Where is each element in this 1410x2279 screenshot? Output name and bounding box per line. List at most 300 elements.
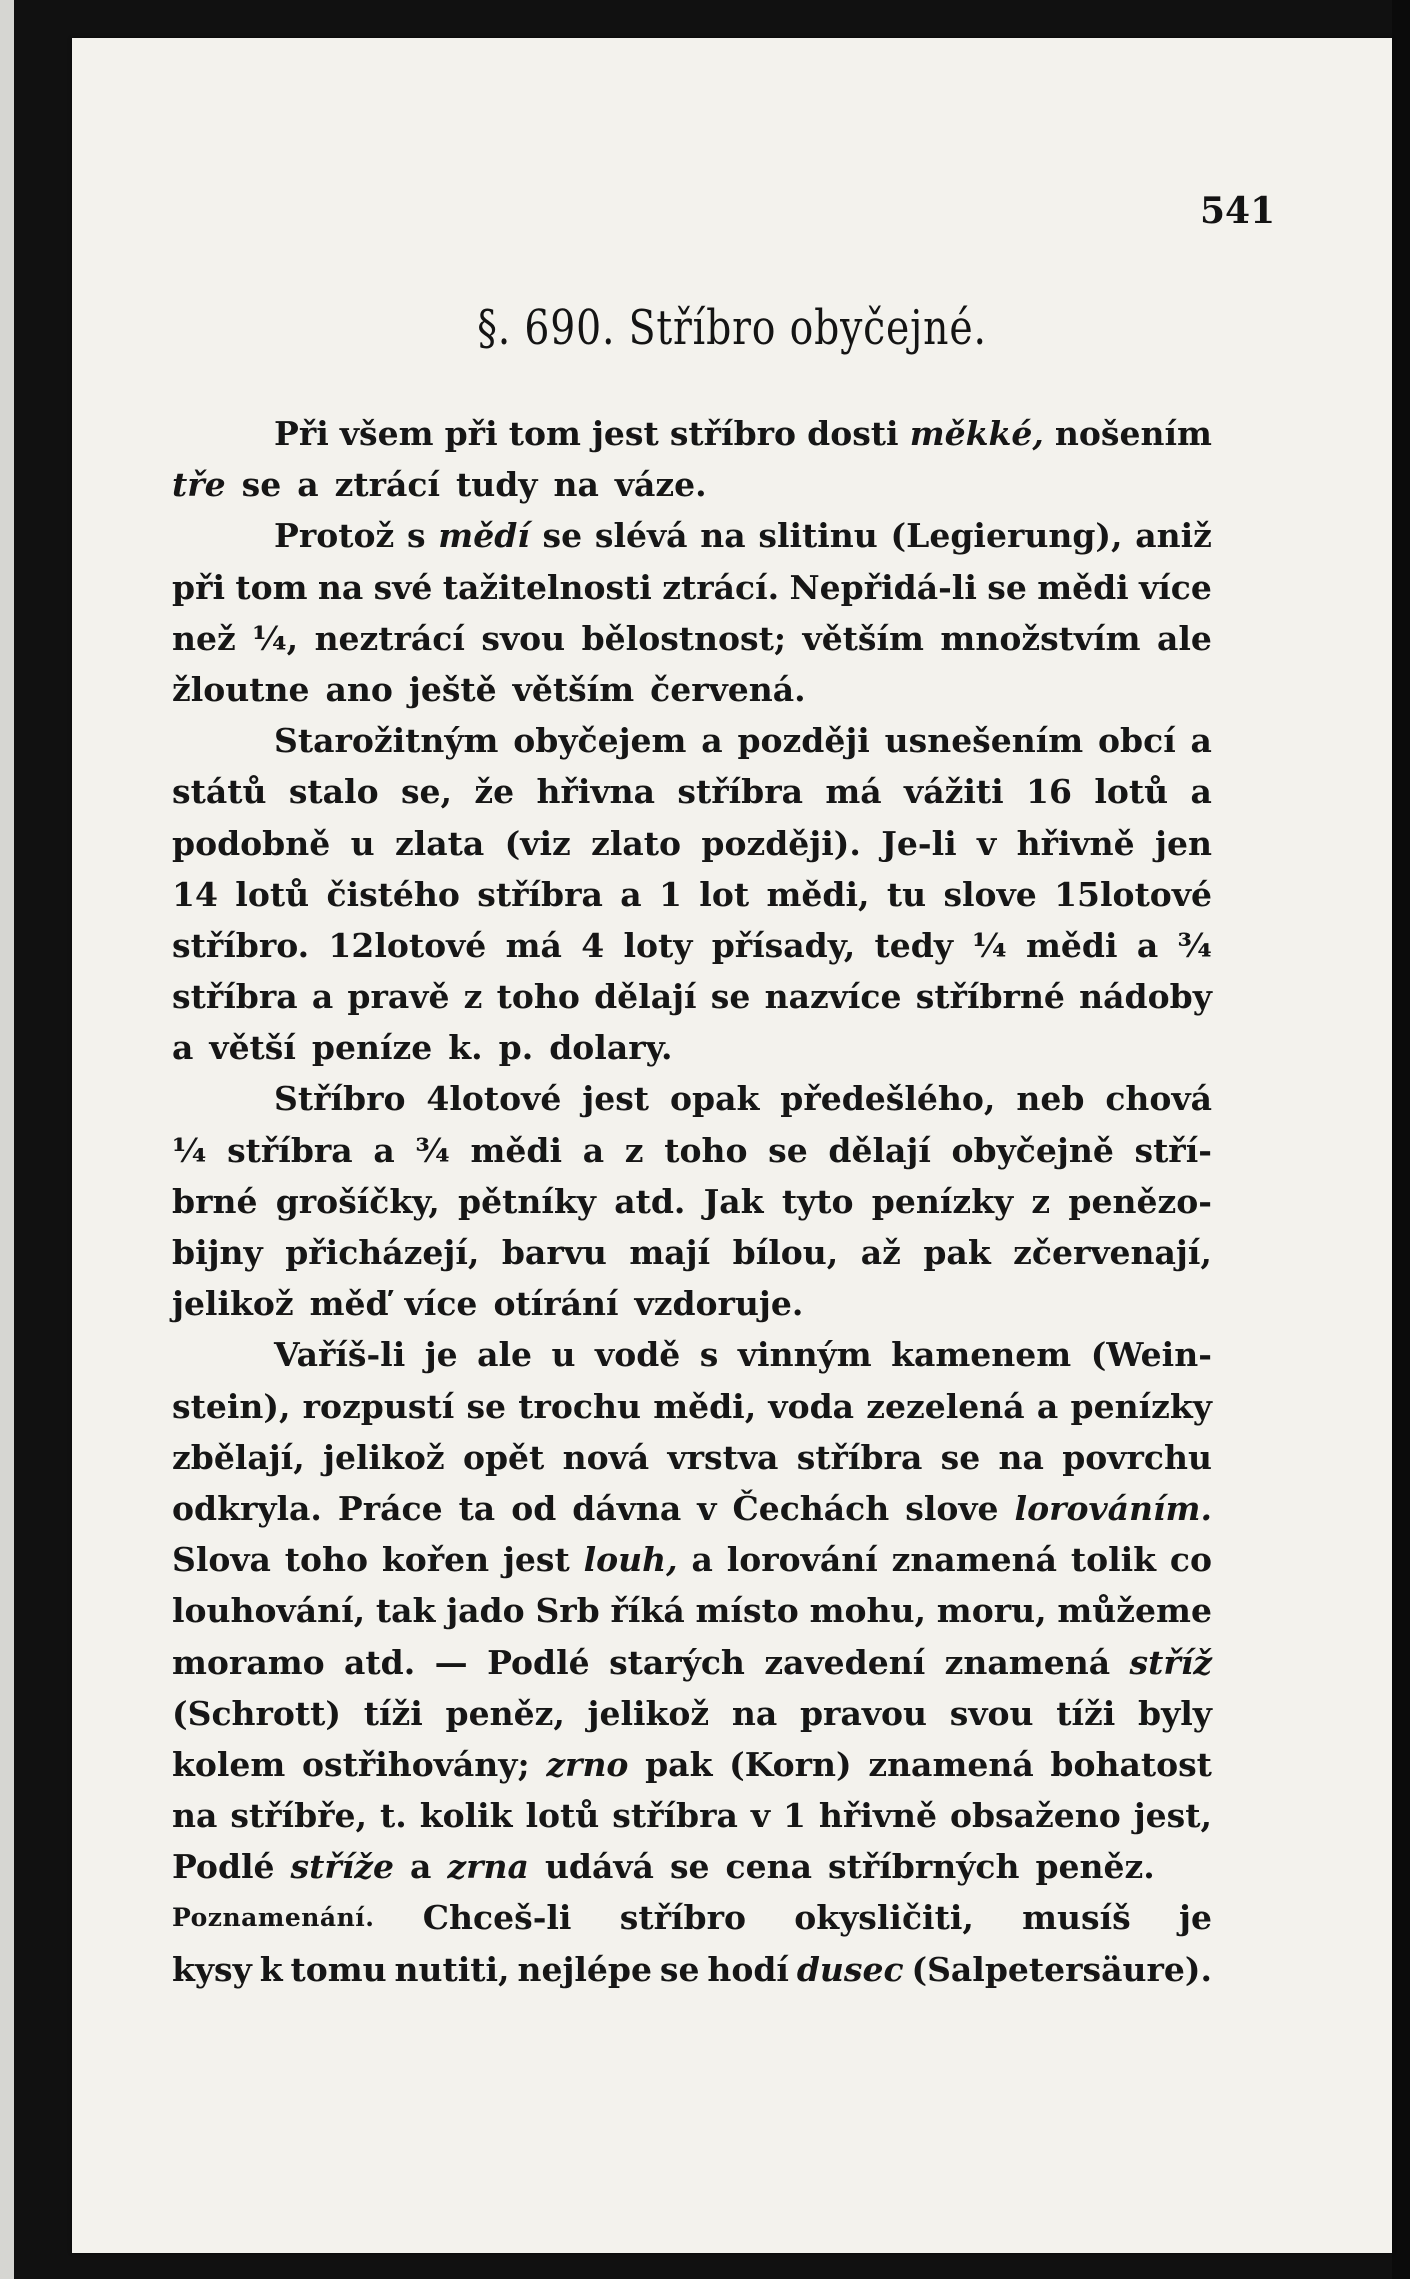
word: se xyxy=(987,567,1027,607)
word: lorováním. xyxy=(1014,1488,1212,1528)
word: a xyxy=(691,1540,713,1580)
text-line xyxy=(172,920,1212,971)
word: (viz xyxy=(504,823,571,863)
text-line xyxy=(172,459,1212,510)
word: (Wein- xyxy=(1090,1335,1212,1375)
word: stein), xyxy=(172,1386,291,1426)
word: tyto xyxy=(781,1181,854,1221)
text-line xyxy=(172,869,1212,920)
word: a xyxy=(1036,1386,1059,1426)
word: se xyxy=(669,1847,710,1887)
word: Slova xyxy=(172,1540,271,1580)
word: Starožitným xyxy=(274,721,499,761)
text-line xyxy=(172,1637,1212,1688)
word: moramo xyxy=(172,1642,325,1682)
word: od xyxy=(511,1488,557,1528)
word: tudy xyxy=(455,465,538,505)
body-text xyxy=(172,408,1212,1995)
word: z xyxy=(463,977,483,1017)
word: tedy xyxy=(874,925,954,965)
word: penízky xyxy=(1070,1386,1212,1426)
word: Protož xyxy=(274,516,395,556)
text-line xyxy=(172,1073,1212,1124)
book-page xyxy=(72,38,1392,2253)
word: zavedení xyxy=(764,1642,926,1682)
word: ¼ xyxy=(172,1130,207,1170)
word: odkryla. xyxy=(172,1488,322,1528)
text-line xyxy=(172,1381,1212,1432)
word: se xyxy=(542,516,583,556)
word: povrchu xyxy=(1062,1437,1212,1477)
word: u xyxy=(350,823,375,863)
word: starých xyxy=(609,1642,745,1682)
word: mědi xyxy=(470,1130,563,1170)
word: stří- xyxy=(1134,1130,1212,1170)
word: pak xyxy=(923,1233,991,1272)
word: stříbra xyxy=(477,874,603,914)
word: ¾ xyxy=(1177,925,1212,965)
word: lotů xyxy=(1094,772,1169,812)
word: slévá xyxy=(594,516,688,556)
word: se xyxy=(241,465,282,505)
word: aniž xyxy=(1135,516,1212,556)
word: nutiti, xyxy=(394,1949,510,1989)
word: pětníky xyxy=(458,1181,596,1221)
word: na xyxy=(998,1437,1044,1477)
word: 1 xyxy=(658,874,682,914)
word: zlato xyxy=(591,823,682,863)
word: mohu, xyxy=(809,1591,926,1631)
word: že xyxy=(474,772,515,812)
word: množstvím xyxy=(940,618,1141,658)
word: stříbra xyxy=(677,772,803,812)
word: zbělají, xyxy=(172,1437,305,1477)
word: lorování xyxy=(726,1540,878,1580)
word: peněz, xyxy=(445,1693,565,1733)
word: více xyxy=(404,1284,478,1324)
word: přicházejí, xyxy=(285,1233,480,1272)
word: se xyxy=(466,1386,507,1426)
word: podobně xyxy=(172,823,331,863)
word: peníze xyxy=(311,1028,433,1068)
word: toho xyxy=(496,977,580,1017)
word: ¾ xyxy=(415,1130,450,1170)
word: váze. xyxy=(614,465,707,505)
word: se xyxy=(659,1949,700,1989)
word: se xyxy=(710,977,751,1017)
scan-right-edge xyxy=(1392,0,1410,2279)
word: nazvíce xyxy=(764,977,902,1017)
word: ostřihovány; xyxy=(301,1744,530,1784)
word: na xyxy=(553,465,599,505)
text-line xyxy=(172,1432,1212,1483)
word: (Schrott) xyxy=(172,1693,342,1733)
word: než xyxy=(172,618,236,658)
word: a xyxy=(172,1028,194,1068)
word: na xyxy=(700,516,746,556)
text-line xyxy=(172,1534,1212,1585)
word: později xyxy=(737,721,870,761)
word: dolary. xyxy=(549,1028,673,1068)
text-line xyxy=(172,818,1212,869)
word: Při xyxy=(274,414,329,453)
text-line xyxy=(172,1278,1212,1329)
word: slitinu xyxy=(758,516,878,556)
word: s xyxy=(699,1335,719,1375)
word: grošíčky, xyxy=(275,1181,440,1221)
word: a xyxy=(297,465,319,505)
word: ale xyxy=(1157,618,1212,658)
word: (Korn) xyxy=(729,1744,852,1784)
word: Srb xyxy=(535,1591,600,1631)
word: později). xyxy=(701,823,861,863)
word: louhování, xyxy=(172,1591,366,1631)
word: bílou, xyxy=(732,1233,839,1272)
word: loty xyxy=(623,925,693,965)
word: dělají xyxy=(828,1130,931,1170)
word: zrno xyxy=(546,1744,629,1784)
word: opak xyxy=(669,1079,760,1119)
word: a xyxy=(1190,721,1212,761)
word: vrstva xyxy=(667,1437,779,1477)
word: neztrácí xyxy=(314,618,465,658)
word: kamenem xyxy=(891,1335,1072,1375)
word: penězo- xyxy=(1068,1181,1212,1221)
text-line xyxy=(172,1329,1212,1380)
word: zčervenají, xyxy=(1013,1233,1212,1272)
word: své xyxy=(373,567,433,607)
text-line xyxy=(172,1688,1212,1739)
word: jen xyxy=(1155,823,1212,863)
word: obyčejem xyxy=(513,721,687,761)
word: okysličiti, xyxy=(794,1898,974,1938)
word: peněz. xyxy=(1035,1847,1155,1887)
text-line xyxy=(172,510,1212,561)
word: 15lotové xyxy=(1054,874,1212,914)
section-title: §. 690. Stříbro obyčejné. xyxy=(477,300,987,356)
text-line xyxy=(172,1892,1212,1943)
word: v xyxy=(697,1488,717,1528)
word: obyčejně xyxy=(951,1130,1114,1170)
word: hřivna xyxy=(536,772,656,812)
word: Chceš-li xyxy=(422,1898,572,1938)
word: hodí xyxy=(707,1949,789,1989)
word: stříbro xyxy=(619,1898,746,1938)
word: tíži xyxy=(363,1693,423,1733)
word: tom xyxy=(235,567,308,607)
text-line xyxy=(172,1022,1212,1073)
word: vážiti xyxy=(904,772,1004,812)
word: voda xyxy=(768,1386,855,1426)
word: k xyxy=(259,1949,283,1989)
word: stříbrných xyxy=(828,1847,1020,1887)
word: penízky xyxy=(871,1181,1014,1221)
word: Je-li xyxy=(881,823,957,863)
word: p. xyxy=(498,1028,534,1068)
scan-left-edge xyxy=(0,0,14,2279)
word: Jak xyxy=(703,1181,764,1221)
word: nejlépe xyxy=(517,1949,652,1989)
word: čistého xyxy=(326,874,460,914)
word: tu xyxy=(886,874,927,914)
word: a xyxy=(311,977,334,1017)
word: pak xyxy=(645,1744,713,1784)
word: žloutne xyxy=(172,669,310,709)
word: jelikož xyxy=(323,1437,445,1477)
word: červená. xyxy=(650,669,806,709)
word: znamená xyxy=(944,1642,1111,1682)
word: říká xyxy=(610,1591,685,1631)
word: místo xyxy=(695,1591,799,1631)
word: až xyxy=(860,1233,901,1272)
word: (Legierung), xyxy=(890,516,1123,556)
word: k. xyxy=(448,1028,483,1068)
word: zlata xyxy=(394,823,485,863)
word: kolem xyxy=(172,1744,286,1784)
word: ¼ xyxy=(972,925,1007,965)
word: obsaženo xyxy=(949,1796,1121,1836)
word: v xyxy=(750,1796,771,1836)
text-line xyxy=(172,1790,1212,1841)
word: a xyxy=(373,1130,395,1170)
word: mědi, xyxy=(766,874,870,914)
word: Práce xyxy=(337,1488,443,1528)
word: při xyxy=(444,414,498,453)
word: zrna xyxy=(447,1847,529,1887)
word: předešlého, xyxy=(780,1079,996,1119)
word: má xyxy=(505,925,562,965)
word: a xyxy=(582,1130,605,1170)
word: nová xyxy=(562,1437,650,1477)
word: lot xyxy=(699,874,750,914)
word: Podlé xyxy=(487,1642,590,1682)
word: rozpustí xyxy=(302,1386,455,1426)
word: obcí xyxy=(1098,721,1176,761)
word: z xyxy=(1031,1181,1051,1221)
word: stříbro. xyxy=(172,925,310,965)
text-line xyxy=(172,664,1212,715)
word: stříž xyxy=(1129,1642,1212,1682)
word: dělají xyxy=(594,977,697,1017)
word: bijny xyxy=(172,1233,263,1272)
word: zezelená xyxy=(866,1386,1025,1426)
word: se xyxy=(768,1130,808,1170)
text-line xyxy=(172,1841,1212,1892)
word: kolik xyxy=(419,1796,513,1836)
word: na xyxy=(731,1693,778,1733)
word: dávna xyxy=(572,1488,682,1528)
word: 4lotové xyxy=(426,1079,562,1119)
text-line xyxy=(172,715,1212,766)
word: nošením xyxy=(1054,414,1212,453)
word: lotů xyxy=(235,874,310,914)
word: byly xyxy=(1138,1693,1212,1733)
word: větším xyxy=(802,618,924,658)
word: ještě xyxy=(408,669,497,709)
text-line xyxy=(172,1227,1212,1278)
word: mají xyxy=(629,1233,711,1272)
word: jelikož xyxy=(587,1693,710,1733)
word: je xyxy=(1179,1898,1212,1938)
word: můžeme xyxy=(1057,1591,1212,1631)
word: dosti xyxy=(807,414,899,453)
word: vodě xyxy=(595,1335,681,1375)
word: Stříbro xyxy=(274,1079,406,1119)
word: slove xyxy=(943,874,1037,914)
word: stříbra xyxy=(796,1437,923,1477)
word: usnešením xyxy=(884,721,1084,761)
word: na xyxy=(317,567,364,607)
word: louh, xyxy=(583,1540,678,1580)
word: Čechách xyxy=(732,1488,890,1528)
word: tře xyxy=(172,465,226,505)
word: ¼, xyxy=(252,618,299,658)
word: stříbro xyxy=(669,414,797,453)
word: tak xyxy=(375,1591,436,1631)
word: přísady, xyxy=(711,925,856,965)
text-line xyxy=(172,562,1212,613)
word: co xyxy=(1169,1540,1212,1580)
word: jest, xyxy=(1133,1796,1212,1836)
word: 4 xyxy=(581,925,605,965)
word: toho xyxy=(664,1130,748,1170)
word: otírání xyxy=(493,1284,619,1324)
word: Vaříš-li xyxy=(274,1335,406,1375)
text-line xyxy=(172,613,1212,664)
word: moru, xyxy=(936,1591,1047,1631)
word: cena xyxy=(725,1847,812,1887)
word: tom xyxy=(508,414,581,453)
text-line xyxy=(172,1176,1212,1227)
word: chová xyxy=(1105,1079,1212,1119)
word: a xyxy=(1190,772,1212,812)
word: s xyxy=(406,516,426,556)
word: tíži xyxy=(1056,1693,1116,1733)
word: (Salpetersäure). xyxy=(911,1949,1212,1989)
word: tažitelnosti xyxy=(442,567,652,607)
word: stříbra xyxy=(227,1130,353,1170)
word: svou xyxy=(481,618,566,658)
page-number: 541 xyxy=(1200,190,1276,232)
word: hřivně xyxy=(1016,823,1135,863)
word: slove xyxy=(905,1488,999,1528)
word: 14 xyxy=(172,874,218,914)
word: jelikož xyxy=(172,1284,294,1324)
word: atd. xyxy=(344,1642,416,1682)
word: hřivně xyxy=(818,1796,937,1836)
word: 16 xyxy=(1026,772,1072,812)
word: u xyxy=(551,1335,576,1375)
word: musíš xyxy=(1022,1898,1131,1938)
word: stříbra xyxy=(612,1796,738,1836)
word: Podlé xyxy=(172,1847,275,1887)
word: více xyxy=(1139,567,1212,607)
word: mědí xyxy=(438,516,530,556)
word: t. xyxy=(380,1796,407,1836)
word: dusec xyxy=(796,1949,904,1989)
word: mědi, xyxy=(653,1386,757,1426)
word: kořen xyxy=(381,1540,490,1580)
word: je xyxy=(424,1335,458,1375)
word: větší xyxy=(209,1028,296,1068)
word: toho xyxy=(284,1540,369,1580)
word: znamená xyxy=(868,1744,1034,1784)
word: všem xyxy=(339,414,434,453)
word: jest xyxy=(502,1540,570,1580)
word: ano xyxy=(325,669,393,709)
word: bělostnost; xyxy=(581,618,787,658)
word: větším xyxy=(512,669,635,709)
text-line xyxy=(172,1739,1212,1790)
word: — xyxy=(434,1642,468,1682)
word: nádoby xyxy=(1079,977,1212,1017)
word: jado xyxy=(446,1591,525,1631)
word: vzdoruje. xyxy=(634,1284,804,1324)
word: barvu xyxy=(501,1233,607,1272)
word: bohatost xyxy=(1050,1744,1212,1784)
word: se xyxy=(940,1437,981,1477)
word: mědi xyxy=(1026,925,1118,965)
word: Nepřidá-li xyxy=(789,567,977,607)
word: jest xyxy=(582,1079,650,1119)
word: opět xyxy=(462,1437,545,1477)
word: pravě xyxy=(347,977,450,1017)
word: a xyxy=(701,721,723,761)
word: stříže xyxy=(290,1847,395,1887)
word: se, xyxy=(400,772,453,812)
word: ztrácí. xyxy=(662,567,780,607)
word: má xyxy=(825,772,882,812)
word: stříbra xyxy=(172,977,298,1017)
text-line xyxy=(172,1125,1212,1176)
word: při xyxy=(172,567,225,607)
word: jest xyxy=(591,414,659,453)
word: vinným xyxy=(737,1335,872,1375)
word: ta xyxy=(458,1488,496,1528)
word: trochu xyxy=(518,1386,641,1426)
word: udává xyxy=(544,1847,654,1887)
word: brné xyxy=(172,1181,258,1221)
word: stříbrné xyxy=(915,977,1065,1017)
word: a xyxy=(1136,925,1159,965)
word: neb xyxy=(1016,1079,1085,1119)
text-line xyxy=(172,408,1212,459)
word: pravou xyxy=(799,1693,928,1733)
text-line xyxy=(172,1483,1212,1534)
word: svou xyxy=(949,1693,1034,1733)
word: znamená xyxy=(891,1540,1057,1580)
word: atd. xyxy=(614,1181,686,1221)
word: v xyxy=(977,823,997,863)
word: a xyxy=(620,874,642,914)
word: 12lotové xyxy=(328,925,487,965)
word: tomu xyxy=(290,1949,387,1989)
word: stříbře, xyxy=(230,1796,368,1836)
word: 1 xyxy=(782,1796,806,1836)
text-line xyxy=(172,1944,1212,1995)
word: z xyxy=(624,1130,644,1170)
word: tolik xyxy=(1070,1540,1157,1580)
word: měkké, xyxy=(909,414,1044,453)
note-label: Poznamenání. xyxy=(172,1903,375,1933)
text-line xyxy=(172,1585,1212,1636)
word: ztrácí xyxy=(334,465,440,505)
word: a xyxy=(410,1847,432,1887)
word: kysy xyxy=(172,1949,252,1989)
text-line xyxy=(172,971,1212,1022)
word: lotů xyxy=(525,1796,600,1836)
word: států xyxy=(172,772,267,812)
